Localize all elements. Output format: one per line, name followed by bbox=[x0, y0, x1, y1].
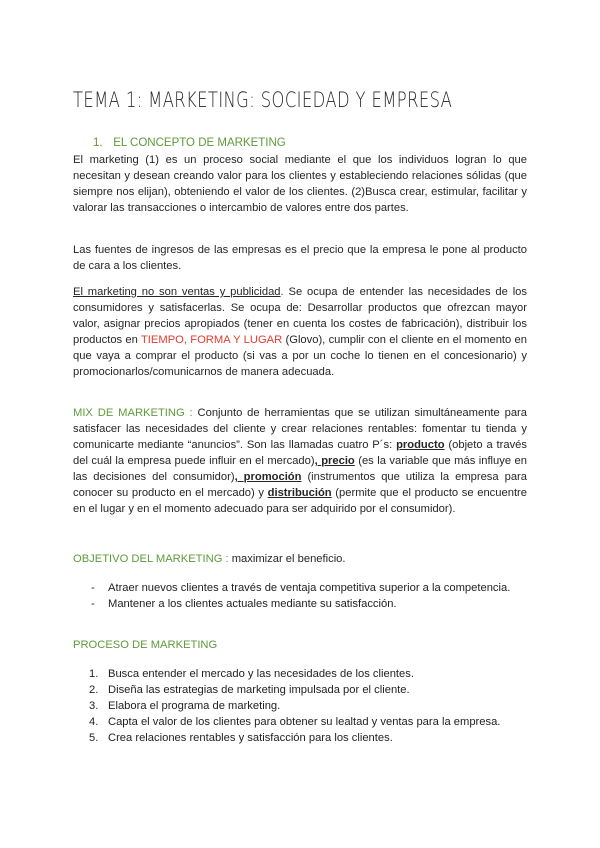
bullet: - bbox=[91, 598, 95, 610]
paragraph-text: Conjunto de herramientas que se utilizan simultáneamente para satisfacer las necesidades del cliente y crear relaciones rentables: fomentar tu tienda y comunicarte mediante “anuncios”. Son las llamadas cuatro P´s: bbox=[73, 407, 527, 451]
list-item-text: Diseña las estrategias de marketing impulsada por el cliente. bbox=[108, 684, 410, 696]
list-number: 4. bbox=[89, 716, 99, 728]
term-distribucion: distribución bbox=[267, 487, 332, 499]
paragraph-definition: El marketing (1) es un proceso social mediante el que los individuos logran lo que necesitan y desean creando valor para los clientes y estableciendo relaciones sólidas (que siempre nos elijan), obteniendo el valor de los clientes. (2)Busca crear, estimular, facilitar y valorar las transacciones o intercambio de valores entre dos partes. bbox=[73, 154, 527, 214]
list-item bbox=[73, 596, 527, 612]
list-number: 1. bbox=[89, 668, 99, 680]
term-precio: precio bbox=[321, 455, 355, 467]
paragraph-mix bbox=[73, 405, 527, 517]
section-number: 1. bbox=[93, 137, 103, 149]
paragraph-ingresos: Las fuentes de ingresos de las empresas es el precio que la empresa le pone al producto de cara a los clientes. bbox=[73, 244, 527, 272]
highlight-red: TIEMPO, FORMA Y LUGAR bbox=[140, 334, 283, 346]
list-item-text: Busca entender el mercado y las necesidades de los clientes. bbox=[108, 668, 414, 680]
list-item bbox=[73, 580, 527, 596]
list-item bbox=[73, 698, 527, 714]
list-number: 2. bbox=[89, 684, 99, 696]
section-heading bbox=[93, 137, 286, 149]
term-producto: producto bbox=[396, 439, 445, 451]
underlined-statement: El marketing no son ventas y publicidad bbox=[73, 286, 281, 298]
list-item-text: Capta el valor de los clientes para obtener su lealtad y ventas para la empresa. bbox=[108, 716, 501, 728]
paragraph-objetivo bbox=[73, 551, 527, 567]
paragraph-marketing-scope bbox=[73, 284, 527, 380]
proceso-list bbox=[73, 666, 527, 746]
paragraph-text: (instrumentos que utiliza la empresa para conocer su producto en el mercado) y bbox=[73, 471, 527, 499]
paragraph-text: (es la variable que más influye en las decisiones del consumidor) bbox=[73, 455, 527, 483]
list-number: 5. bbox=[89, 732, 99, 744]
paragraph-text: maximizar el beneficio. bbox=[228, 553, 346, 565]
list-item-text: Atraer nuevos clientes a través de ventaja competitiva superior a la competencia. bbox=[108, 582, 511, 594]
page-title: TEMA 1: MARKETING: SOCIEDAD Y EMPRESA bbox=[73, 88, 453, 112]
list-item bbox=[73, 730, 527, 746]
term-promocion: promoción bbox=[243, 471, 302, 483]
paragraph-text: (permite que el producto se encuentre en el lugar y en el momento adecuado para ser adquirido por el consumidor). bbox=[73, 487, 527, 515]
mix-label: MIX DE MARKETING : bbox=[73, 407, 193, 419]
proceso-heading: PROCESO DE MARKETING bbox=[73, 639, 218, 651]
paragraph-text: (Glovo), cumplir con el cliente en el momento en que vaya a comprar el producto (si vas a por un coche lo tienen en el concesionario) y promocionarlos/comunicarnos de manera adecuada. bbox=[73, 334, 527, 378]
list-item-text: Crea relaciones rentables y satisfacción para los clientes. bbox=[108, 732, 393, 744]
section-label: EL CONCEPTO DE MARKETING bbox=[113, 137, 286, 149]
list-item bbox=[73, 714, 527, 730]
list-item-text: Mantener a los clientes actuales mediante su satisfacción. bbox=[108, 598, 397, 610]
list-number: 3. bbox=[89, 700, 99, 712]
list-item-text: Elabora el programa de marketing. bbox=[108, 700, 281, 712]
separator: , bbox=[314, 455, 322, 467]
objetivo-label: OBJETIVO DEL MARKETING : bbox=[73, 553, 229, 565]
bullet: - bbox=[91, 582, 95, 594]
objetivo-list bbox=[73, 580, 527, 612]
separator: , bbox=[234, 471, 244, 483]
paragraph-text: (objeto a través del cuál la empresa puede influir en el mercado) bbox=[73, 439, 527, 467]
list-item bbox=[73, 666, 527, 682]
paragraph-text: . Se ocupa de entender las necesidades de los consumidores y satisfacerlas. Se ocupa de: Desarrollar productos que ofrezcan mayor valor, asignar precios apropiados (tener en cuenta los costes de fabricación), distribuir los productos en bbox=[73, 286, 527, 346]
list-item bbox=[73, 682, 527, 698]
